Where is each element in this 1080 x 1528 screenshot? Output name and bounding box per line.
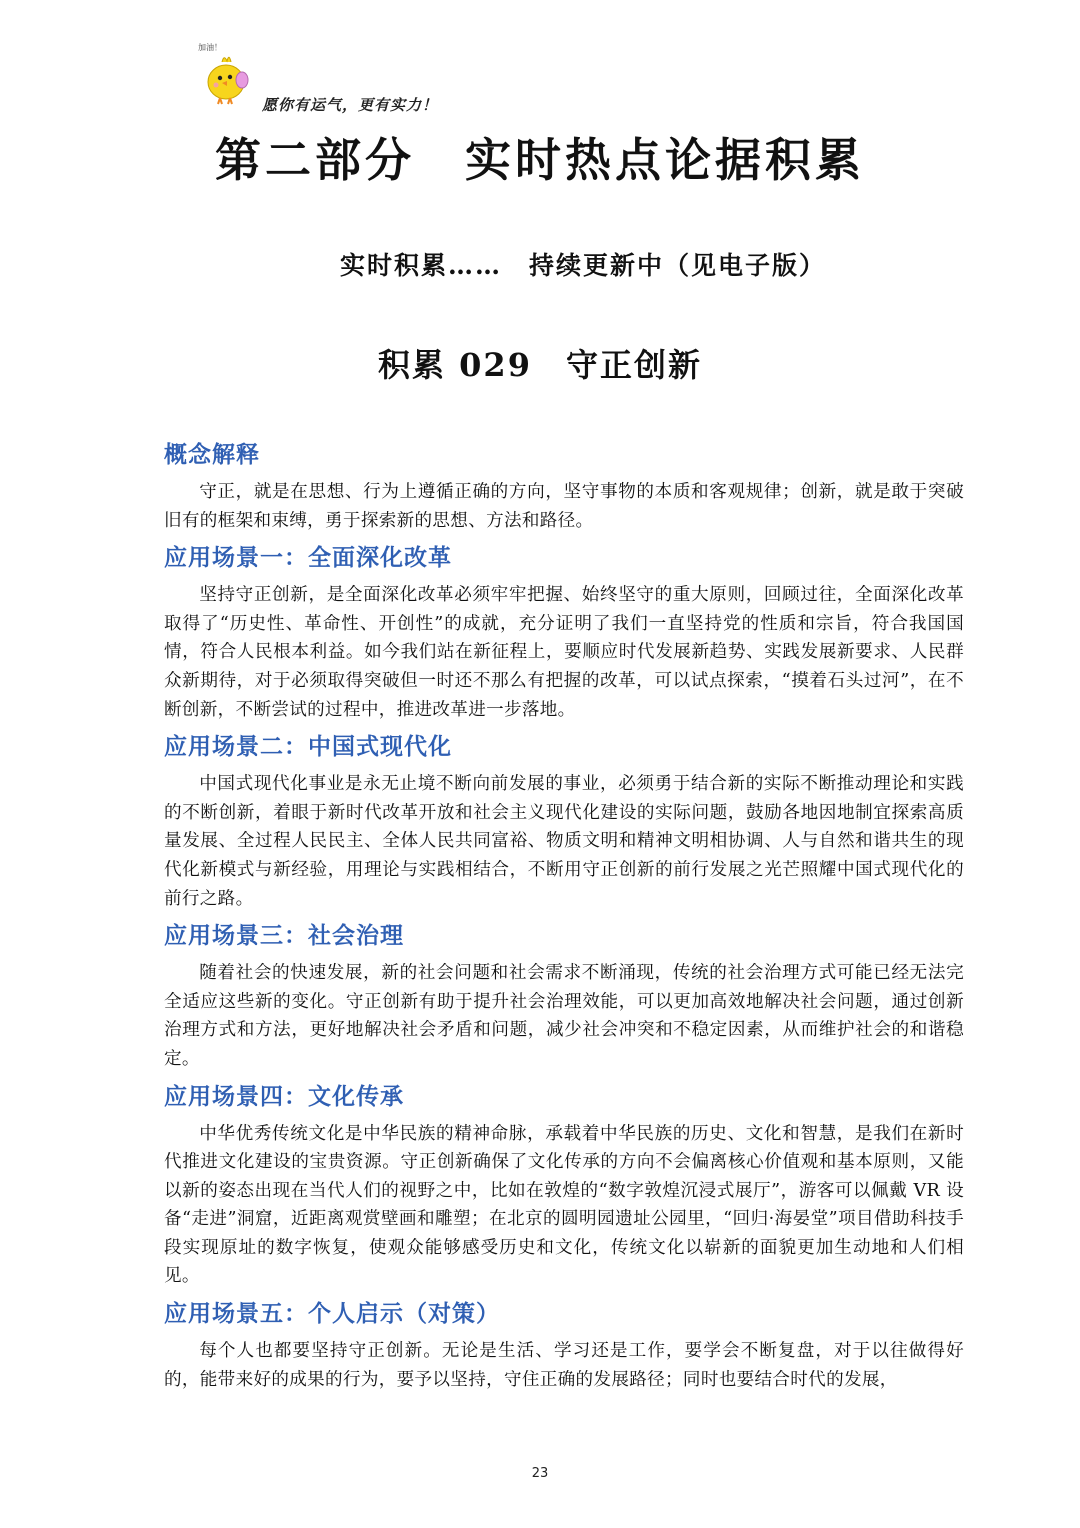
section-heading: 应用场景二：中国式现代化	[164, 734, 452, 761]
sub-title: 实时积累…… 持续更新中（见电子版）	[340, 251, 827, 280]
section-paragraph: 坚持守正创新，是全面深化改革必须牢牢把握、始终坚守的重大原则，回顾过往，全面深化改革取得了“历史性、革命性、开创性”的成就，充分证明了我们一直坚持党的性质和宗旨，符合我国国情，符合人民根本利益。如今我们站在新征程上，要顺应时代发展新趋势、实践发展新要求、人民群众新期待，对于必须取得突破但一时还不那么有把握的改革，可以试点探索，“摸着石头过河”，在不断创新，不断尝试的过程中，推进改革进一步落地。	[164, 585, 964, 720]
section-scenario-4	[164, 1080, 964, 1292]
entry-title: 积累 029 守正创新	[378, 346, 702, 384]
section-scenario-1	[164, 541, 964, 724]
section-paragraph: 中国式现代化事业是永无止境不断向前发展的事业，必须勇于结合新的实际不断推动理论和实践的不断创新，着眼于新时代改革开放和社会主义现代化建设的实际问题，鼓励各地因地制宜探索高质量发展、全过程人民民主、全体人民共同富裕、物质文明和精神文明相协调、人与自然和谐共生的现代化新模式与新经验，用理论与实践相结合，不断用守正创新的前行发展之光芒照耀中国式现代化的前行之路。	[164, 774, 964, 909]
mascot-caption: 加油！	[198, 43, 222, 52]
motto-text: 愿你有运气，更有实力！	[262, 96, 439, 114]
section-paragraph: 每个人也都要坚持守正创新。无论是生活、学习还是工作，要学会不断复盘，对于以往做得好的，能带来好的成果的行为，要予以坚持，守住正确的发展路径；同时也要结合时代的发展，	[164, 1341, 964, 1390]
section-heading: 应用场景三：社会治理	[164, 923, 404, 950]
page-number: 23	[531, 1466, 549, 1481]
section-heading: 应用场景一：全面深化改革	[164, 545, 452, 572]
section-paragraph: 随着社会的快速发展，新的社会问题和社会需求不断涌现，传统的社会治理方式可能已经无法完全适应这些新的变化。守正创新有助于提升社会治理效能，可以更加高效地解决社会问题，通过创新治理方式和方法，更好地解决社会矛盾和问题，减少社会冲突和不稳定因素，从而维护社会的和谐稳定。	[164, 963, 964, 1069]
section-concept	[164, 438, 964, 535]
section-paragraph: 守正，就是在思想、行为上遵循正确的方向，坚守事物的本质和客观规律；创新，就是敢于突破旧有的框架和束缚，勇于探索新的思想、方法和路径。	[164, 482, 964, 531]
section-heading: 应用场景四：文化传承	[164, 1083, 404, 1110]
section-scenario-2	[164, 730, 964, 913]
section-paragraph: 中华优秀传统文化是中华民族的精神命脉，承载着中华民族的历史、文化和智慧，是我们在新时代推进文化建设的宝贵资源。守正创新确保了文化传承的方向不会偏离核心价值观和基本原则，又能以新的姿态出现在当代人们的视野之中，比如在敦煌的“数字敦煌沉浸式展厅”，游客可以佩戴 VR 设备“走进”洞窟，近距离观赏壁画和雕塑；在北京的圆明园遗址公园里，“回归·海晏堂”项目借助科技手段实现原址的数字恢复，使观众能够感受历史和文化，传统文化以崭新的面貌更加生动地和人们相见。	[164, 1123, 964, 1287]
article-body	[164, 438, 964, 1400]
section-heading: 应用场景五：个人启示（对策）	[164, 1301, 500, 1328]
section-scenario-3	[164, 919, 964, 1073]
section-heading: 概念解释	[164, 442, 260, 468]
section-scenario-5	[164, 1297, 964, 1394]
mascot-chick-icon	[196, 40, 260, 106]
part-title: 第二部分 实时热点论据积累	[215, 133, 865, 187]
